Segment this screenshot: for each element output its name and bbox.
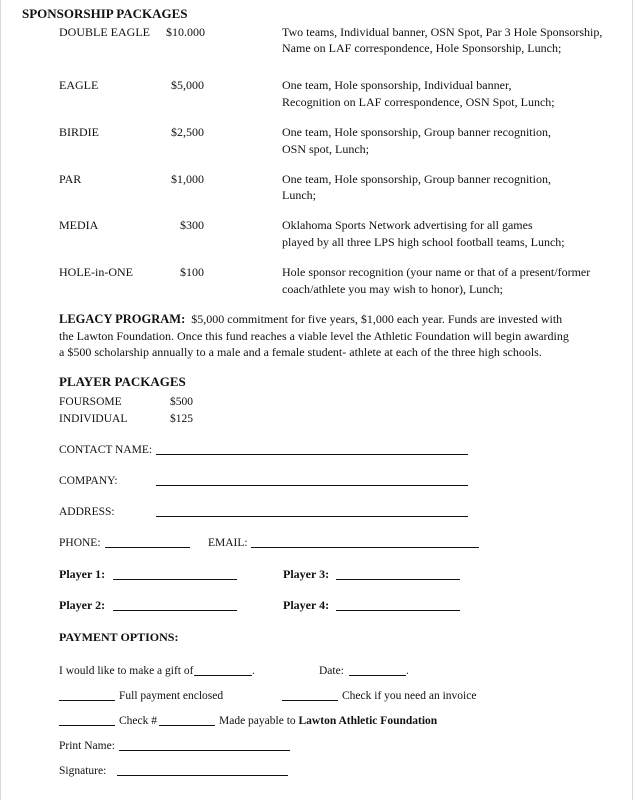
legacy-line1 <box>59 311 562 327</box>
package-price: $300 <box>180 218 204 232</box>
invoice-field[interactable] <box>282 700 338 701</box>
package-price: $100 <box>180 265 204 279</box>
legacy-label: LEGACY PROGRAM: <box>59 312 186 326</box>
full-payment-label: Full payment enclosed <box>119 690 224 702</box>
date-field[interactable] <box>349 675 406 676</box>
legacy-line2: the Lawton Foundation. Once this fund reaches a viable level the Athletic Foundation will begin awarding <box>59 329 569 343</box>
address-label: ADDRESS: <box>59 506 115 518</box>
package-desc-line1: One team, Hole sponsorship, Group banner recognition, <box>282 172 551 186</box>
check-number-field[interactable] <box>159 725 215 726</box>
package-desc-line2: OSN spot, Lunch; <box>282 142 369 156</box>
package-desc-line1: One team, Hole sponsorship, Group banner recognition, <box>282 125 551 139</box>
player1-field[interactable] <box>113 579 237 580</box>
phone-field[interactable] <box>105 547 190 548</box>
package-price: $1,000 <box>171 172 204 186</box>
package-desc-line1: Oklahoma Sports Network advertising for all games <box>282 218 533 232</box>
package-desc-line2: Name on LAF correspondence, Hole Sponsorship, Lunch; <box>282 41 562 55</box>
company-field[interactable] <box>156 485 468 486</box>
email-field[interactable] <box>251 547 479 548</box>
full-payment-field[interactable] <box>59 700 115 701</box>
package-desc-line2: coach/athlete you may wish to honor), Lunch; <box>282 282 503 296</box>
package-name: MEDIA <box>59 218 99 232</box>
player-package-name: INDIVIDUAL <box>59 413 128 425</box>
player1-label: Player 1: <box>59 567 106 581</box>
package-name: BIRDIE <box>59 125 99 139</box>
gift-suffix: . <box>252 665 255 677</box>
player-package-price: $500 <box>170 396 193 408</box>
payable-line <box>219 713 437 729</box>
package-price: $5,000 <box>171 78 204 92</box>
legacy-text-1: $5,000 commitment for five years, $1,000 each year. Funds are invested with <box>191 312 563 326</box>
company-label: COMPANY: <box>59 475 118 487</box>
check-payment-field[interactable] <box>59 725 115 726</box>
player3-label: Player 3: <box>283 567 330 581</box>
date-suffix: . <box>406 665 409 677</box>
payment-options-title: PAYMENT OPTIONS: <box>59 630 179 644</box>
package-name: DOUBLE EAGLE <box>59 25 150 39</box>
player4-field[interactable] <box>336 610 460 611</box>
signature-label: Signature: <box>59 765 107 777</box>
package-name: HOLE-in-ONE <box>59 265 133 279</box>
address-field[interactable] <box>156 516 468 517</box>
package-desc-line1: Hole sponsor recognition (your name or that of a present/former <box>282 265 591 279</box>
package-price: $2,500 <box>171 125 204 139</box>
package-desc-line2: Recognition on LAF correspondence, OSN Spot, Lunch; <box>282 95 555 109</box>
player3-field[interactable] <box>336 579 460 580</box>
sponsorship-title: SPONSORSHIP PACKAGES <box>22 6 188 21</box>
contact-name-label: CONTACT NAME: <box>59 444 153 456</box>
print-name-label: Print Name: <box>59 740 115 752</box>
invoice-label: Check if you need an invoice <box>342 690 477 702</box>
package-desc-line2: played by all three LPS high school football teams, Lunch; <box>282 235 565 249</box>
package-desc-line2: Lunch; <box>282 188 316 202</box>
signature-field[interactable] <box>117 775 288 776</box>
phone-label: PHONE: <box>59 537 101 549</box>
package-desc-line1: Two teams, Individual banner, OSN Spot, Par 3 Hole Sponsorship, <box>282 25 603 39</box>
player-packages-title: PLAYER PACKAGES <box>59 374 186 389</box>
payable-prefix: Made payable to <box>219 715 296 727</box>
email-label: EMAIL: <box>208 537 248 549</box>
gift-label: I would like to make a gift of <box>59 665 194 677</box>
check-number-label: Check # <box>119 715 158 727</box>
package-price: $10.000 <box>166 25 205 39</box>
legacy-line3: a $500 scholarship annually to a male and a female student- athlete at each of the three high schools. <box>59 345 542 359</box>
payable-to: Lawton Athletic Foundation <box>298 715 438 727</box>
package-desc-line1: One team, Hole sponsorship, Individual banner, <box>282 78 512 92</box>
package-name: PAR <box>59 172 82 186</box>
contact-name-field[interactable] <box>156 454 468 455</box>
gift-amount-field[interactable] <box>194 675 252 676</box>
date-label: Date: <box>319 665 344 677</box>
player2-field[interactable] <box>113 610 237 611</box>
player4-label: Player 4: <box>283 598 330 612</box>
player2-label: Player 2: <box>59 598 106 612</box>
package-name: EAGLE <box>59 78 99 92</box>
print-name-field[interactable] <box>119 750 290 751</box>
player-package-price: $125 <box>170 413 193 425</box>
player-package-name: FOURSOME <box>59 396 122 408</box>
